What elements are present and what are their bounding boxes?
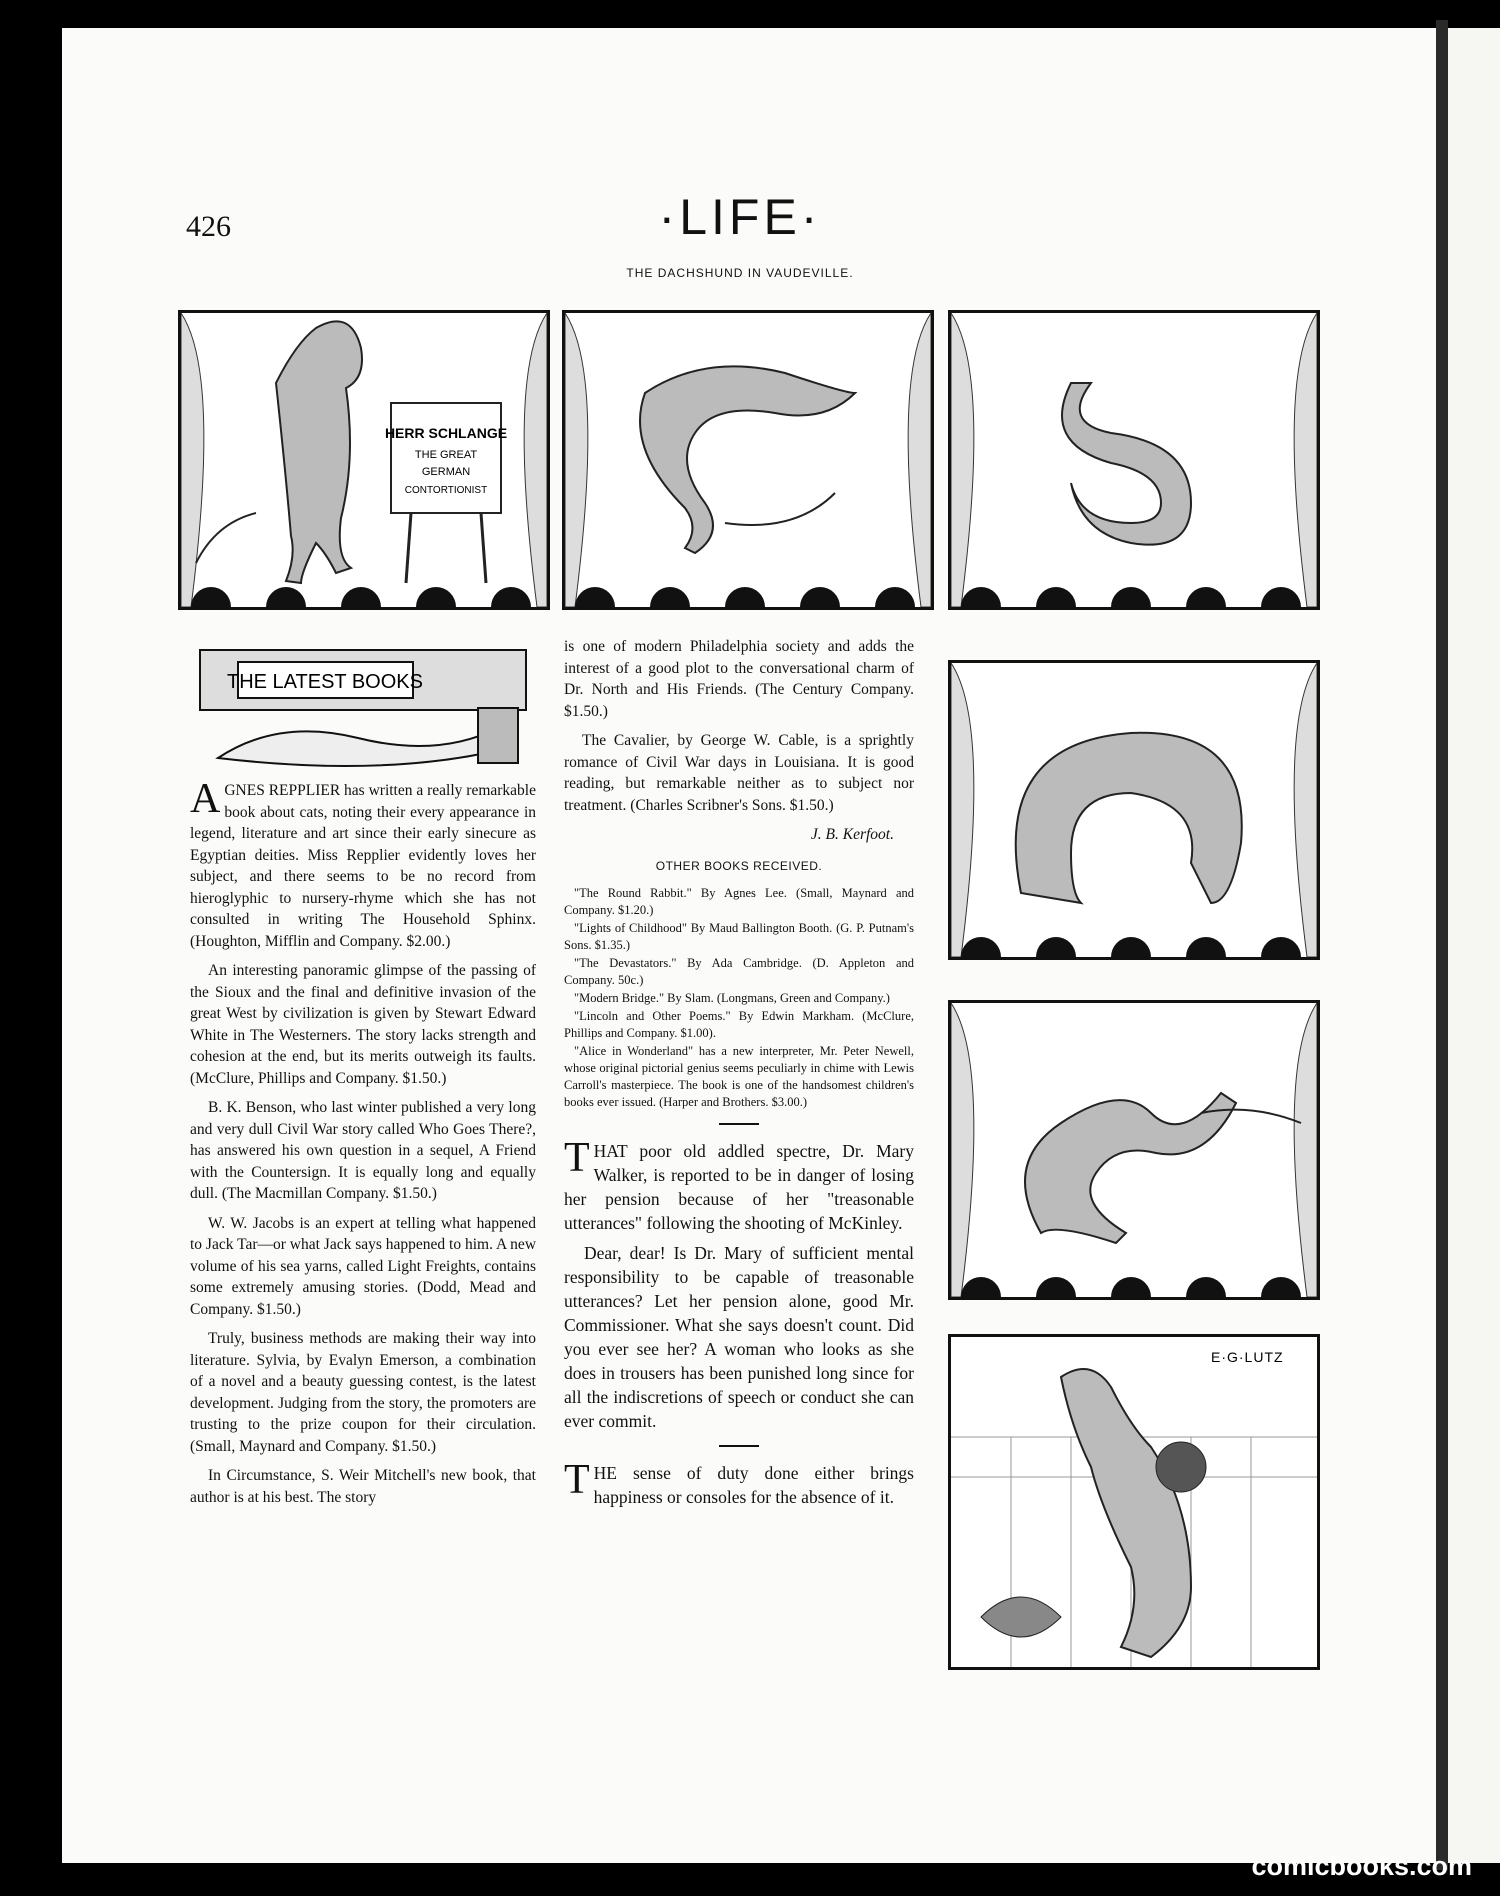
dachshund-sign-illustration [181,313,547,607]
cartoon-panel-2 [562,310,934,610]
cartoon-panel-6 [948,1334,1320,1670]
cartoon-panel-5 [948,1000,1320,1300]
list-item: "The Devastators." By Ada Cambridge. (D. Appleton and Company. 50c.) [564,956,914,987]
review-westerners: An interesting panoramic glimpse of the passing of the Sioux and the final and definitive invasion of the great West by civilization is given by Stewart Edward White in The Westerners. The story lacks strength and cohesion at the end, but its merits outweigh its faults. (McClure, Phillips and Company. $1.50.) [190,962,536,1087]
books-banner-illustration [198,648,528,772]
page-number: 426 [186,210,231,243]
review-circumstance: In Circumstance, S. Weir Mitchell's new book, that author is at his best. The story [190,1467,536,1506]
review-continued: is one of modern Philadelphia society and adds the interest of a good plot to the conversational charm of Dr. North and His Friends. (The Century Company. $1.50.) [564,638,914,720]
sign-line-3: GERMAN [421,466,471,478]
drop-cap-a: A [190,776,221,822]
list-item: "Modern Bridge." By Slam. (Longmans, Green and Company.) [574,991,890,1005]
cartoon-panel-3 [948,310,1320,610]
review-sylvia: Truly, business methods are making their way into literature. Sylvia, by Evalyn Emerson, a combination of a novel and a beauty guessing contest, is the latest development. Judging from the story, the promoters are trusting to the prize coupon for their circulation. (Small, Maynard and Company. $1.50.) [190,1330,536,1455]
list-item: "The Round Rabbit." By Agnes Lee. (Small, Maynard and Company. $1.20.) [564,886,914,917]
drop-cap-t: T [564,1457,590,1503]
latest-books-banner [198,648,528,772]
dachshund-bow-illustration [951,1337,1317,1667]
reviewer-signature: J. B. Kerfoot. [810,826,894,843]
review-column-2 [564,636,914,1515]
review-benson: B. K. Benson, who last winter published a very long and very dull Civil War story called Who Goes There?, has answered his own question in a sequel, A Friend with the Countersign. It is equally long and equally dull. (The Macmillan Company. $1.50.) [190,1099,536,1202]
artist-signature: E·G·LUTZ [1211,1349,1284,1365]
cartoon-panel-4 [948,660,1320,960]
banner-title: THE LATEST BOOKS [227,671,423,693]
dachshund-handstand-illustration [951,1003,1317,1297]
dachshund-curl-illustration [565,313,931,607]
duty-editorial: THE sense of duty done either brings happiness or consoles for the absence of it. [564,1457,914,1507]
list-item: "Lights of Childhood" By Maud Ballington Booth. (G. P. Putnam's Sons. $1.35.) [564,921,914,952]
dachshund-arch-illustration [951,663,1317,957]
review-column-1 [190,776,537,1516]
section-divider [719,1123,759,1125]
list-item: "Alice in Wonderland" has a new interpreter, Mr. Peter Newell, whose original pictorial genius seems peculiarly in chime with Lewis Carroll's masterpiece. The book is one of the handsomest children's books ever issued. (Harper and Brothers. $3.00.) [564,1044,914,1109]
drop-cap-t: T [564,1135,590,1181]
review-jacobs: W. W. Jacobs is an expert at telling what happened to Jack Tar—or what Jack says happened to him. A new volume of his sea yarns, called Light Freights, contains some extremely amusing stories. (Dodd, Mead and Company. $1.50.) [190,1214,537,1318]
other-books-heading: OTHER BOOKS RECEIVED. [655,858,823,873]
dachshund-loop-illustration [951,313,1317,607]
list-item: "Lincoln and Other Poems." By Edwin Markham. (McClure, Phillips and Company. $1.00). [564,1009,914,1040]
site-watermark: comicbooks.com [1251,1851,1472,1881]
cartoon-panel-1 [178,310,550,610]
review-agnes-repplier: AGNES REPPLIER has written a really remarkable book about cats, noting their every appearance in legend, literature and art since their early sinecure as Egyptian deities. Miss Repplier evidently loves her subject, and there seems to be no record from hieroglyphic to nursery-rhyme which she has not consulted in writing The Household Sphinx. (Houghton, Mifflin and Company. $2.00.) [190,776,536,950]
masthead: ·LIFE· [658,189,822,245]
mary-walker-editorial: THAT poor old addled spectre, Dr. Mary Walker, is reported to be in danger of losing her pension because of her "treasonable utterances" following the shooting of McKinley. Dear, dear! Is Dr. Mary of sufficient mental responsibility to be capable of treasonable utterances? Let her pension alone, good Mr. Commissioner. What she says doesn't count. Did you ever see her? A woman who looks as she does in trousers has been punished long since for all the indiscretions of speech or conduct she can ever commit. [564,1135,914,1431]
other-books-list [564,885,914,1111]
sign-line-1: HERR SCHLANGE [384,425,508,441]
sign-line-2: THE GREAT [414,449,478,461]
sign-line-4: CONTORTIONIST [404,485,488,496]
strip-title: THE DACHSHUND IN VAUDEVILLE. [626,266,854,280]
section-divider [719,1445,759,1447]
facing-page-edge [1448,28,1500,1863]
review-cavalier: The Cavalier, by George W. Cable, is a sprightly romance of Civil War days in Louisiana. It is good reading, but remarkable neither as to subject nor treatment. (Charles Scribner's Sons. $1.50.) [564,732,914,814]
book-spine [1436,20,1448,1870]
